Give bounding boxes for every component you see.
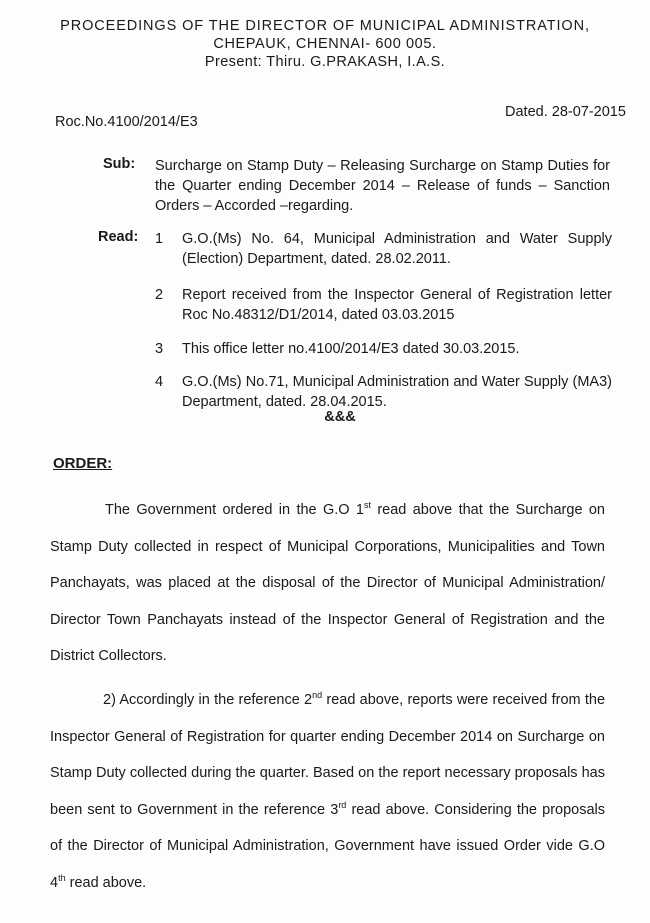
para2-text-d: read above. — [65, 874, 147, 891]
read-item-number: 4 — [155, 374, 164, 390]
read-item-text: G.O.(Ms) No. 64, Municipal Administration and Water Supply (Election) Department, dated. 28.02.2011. — [182, 231, 612, 267]
subject-text: Surcharge on Stamp Duty – Releasing Surcharge on Stamp Duties for the Quarter ending December 2014 – Release of funds – Sanction Orders – Accorded –regarding. — [155, 158, 610, 214]
read-item-text: Report received from the Inspector General of Registration letter Roc No.48312/D1/2014, dated 03.03.2015 — [182, 287, 612, 323]
read-item-number: 3 — [155, 341, 164, 357]
para2-text-c: read above. Considering the proposals of the Director of Municipal Administration, Government have issued Order vide G.O 4 — [50, 801, 606, 891]
para2-sup-1: nd — [312, 690, 323, 701]
para2-sup-3: th — [58, 872, 66, 883]
read-item-text: This office letter no.4100/2014/E3 dated 30.03.2015. — [182, 341, 520, 357]
header-title: PROCEEDINGS OF THE DIRECTOR OF MUNICIPAL ADMINISTRATION, — [60, 18, 590, 34]
read-label: Read: — [98, 229, 139, 245]
para1-text-a: The Government ordered in the G.O 1 — [105, 502, 364, 518]
para2-text-b: read above, reports were received from the Inspector General of Registration for quarter ending December 2014 on Surcharge on Stamp Duty collected during the quarter. Based on the report necessary proposals has been sent to Government in the reference 3 — [50, 692, 606, 818]
order-heading: ORDER: — [53, 455, 113, 472]
read-item-number: 2 — [155, 287, 164, 303]
read-item-text: G.O.(Ms) No.71, Municipal Administration and Water Supply (MA3) Department, dated. 28.04.2015. — [182, 374, 612, 410]
subject-label: Sub: — [103, 156, 136, 172]
roc-number: Roc.No.4100/2014/E3 — [55, 114, 198, 130]
read-item-number: 1 — [155, 231, 164, 247]
dated: Dated. 28-07-2015 — [505, 104, 626, 120]
separator: &&& — [324, 409, 356, 425]
para2-sup-2: rd — [338, 799, 347, 810]
para1-text-b: read above that the Surcharge on Stamp Duty collected in respect of Municipal Corporations, Municipalities and Town Panchayats, was placed at the disposal of the Director of Municipal Administration/ Director Town Panchayats instead of the Inspector General of Registration and the District Collectors. — [50, 502, 605, 664]
header-address: CHEPAUK, CHENNAI- 600 005. — [213, 36, 437, 52]
order-paragraph-2 — [50, 682, 605, 901]
header-present: Present: Thiru. G.PRAKASH, I.A.S. — [204, 54, 446, 70]
order-paragraph-1 — [50, 492, 605, 675]
para2-text-a: 2) Accordingly in the reference 2 — [103, 692, 313, 708]
para1-sup: st — [363, 500, 371, 511]
